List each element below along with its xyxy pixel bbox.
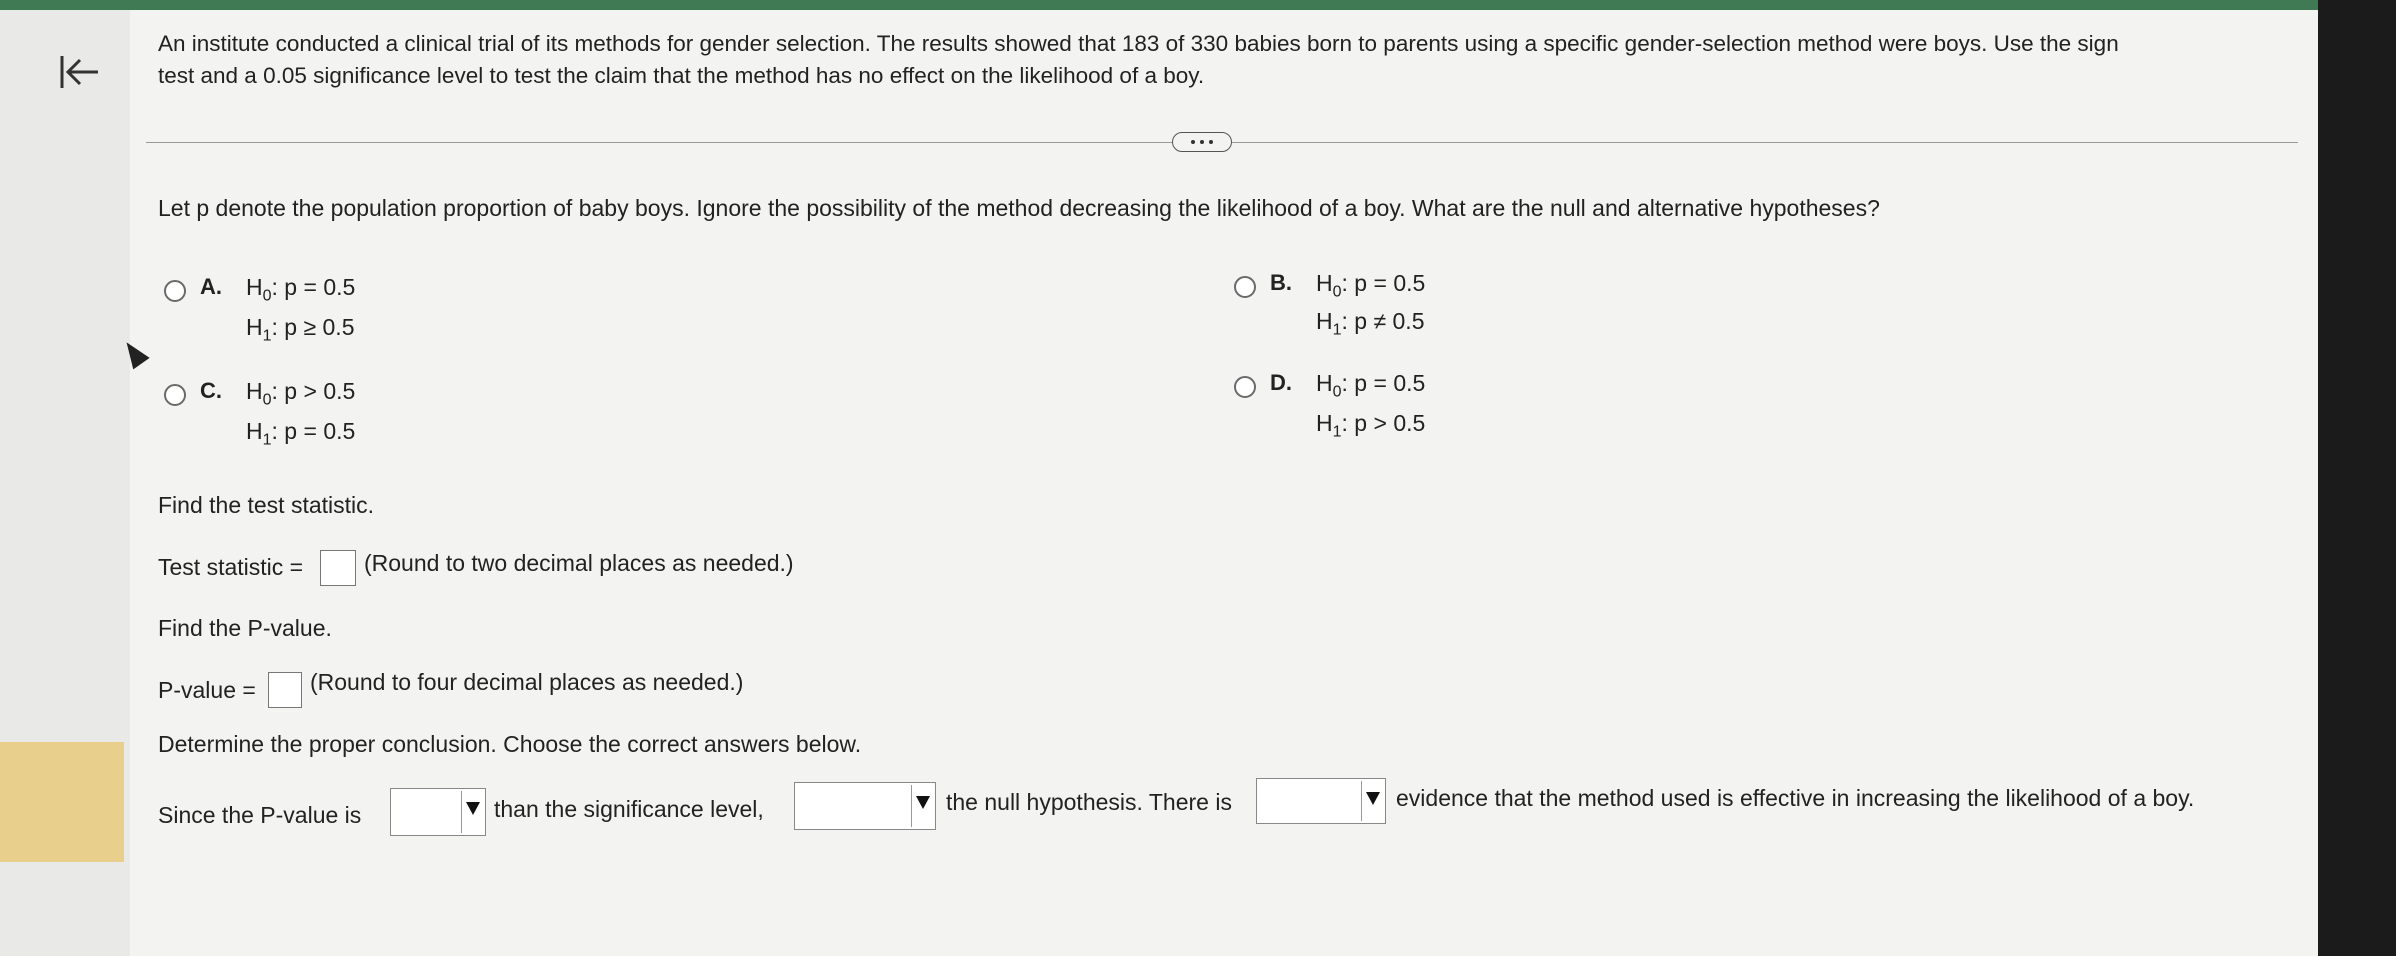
p-value-comparison-dropdown[interactable]	[390, 788, 486, 836]
option-d-h1: $H_1$: p > 0.5	[1316, 410, 1426, 441]
sidebar-highlight	[0, 742, 124, 862]
conclusion-text-1: Since the P-value is	[158, 802, 362, 828]
question-text-line2: test and a 0.05 significance level to test the claim that the method has no effect on the likelihood of a boy.	[158, 63, 1205, 88]
hypotheses-prompt: Let p denote the population proportion of baby boys. Ignore the possibility of the method decreasing the likelihood of a boy. What are the null and alternative hypotheses?	[158, 195, 1880, 221]
top-accent-bar	[0, 0, 2396, 10]
option-letter: A.	[200, 274, 222, 299]
dropdown-arrow-icon	[911, 785, 933, 827]
null-hypothesis-decision-dropdown[interactable]	[794, 782, 936, 830]
option-a-h0: $H_0$: p = 0.5	[246, 274, 356, 305]
option-c-radio[interactable]	[164, 384, 186, 406]
option-b-h1: $H_1$: p ≠ 0.5	[1316, 308, 1425, 339]
p-value-input[interactable]	[268, 672, 302, 708]
test-statistic-prompt: Find the test statistic.	[158, 492, 375, 518]
option-d-h0: $H_0$: p = 0.5	[1316, 370, 1426, 401]
conclusion-text-3: the null hypothesis. There is	[946, 789, 1232, 815]
option-b-radio[interactable]	[1234, 276, 1256, 298]
dropdown-arrow-icon	[461, 791, 483, 833]
option-d-radio[interactable]	[1234, 376, 1256, 398]
test-statistic-input[interactable]	[320, 550, 356, 586]
option-c-h1: $H_1$: p = 0.5	[246, 418, 356, 449]
p-value-label: P-value =	[158, 677, 256, 703]
more-dots-icon[interactable]	[1172, 132, 1232, 152]
test-statistic-hint: (Round to two decimal places as needed.)	[364, 550, 794, 576]
option-c-h0: $H_0$: p > 0.5	[246, 378, 356, 409]
conclusion-text-4: evidence that the method used is effective in increasing the likelihood of a boy.	[1396, 785, 2195, 811]
test-statistic-label: Test statistic =	[158, 554, 304, 580]
back-to-start-icon[interactable]	[54, 50, 104, 94]
option-letter: D.	[1270, 370, 1292, 395]
option-a-h1: $H_1$: p ≥ 0.5	[246, 314, 355, 345]
option-letter: B.	[1270, 270, 1292, 295]
option-letter: C.	[200, 378, 222, 403]
conclusion-text-2: than the significance level,	[494, 796, 764, 822]
option-b-h0: $H_0$: p = 0.5	[1316, 270, 1426, 301]
p-value-prompt: Find the P-value.	[158, 615, 332, 641]
question-text-line1: An institute conducted a clinical trial of its methods for gender selection. The results showed that 183 of 330 babies born to parents using a specific gender-selection method were boys. Use the sign	[158, 31, 2119, 56]
conclusion-prompt: Determine the proper conclusion. Choose the correct answers below.	[158, 731, 862, 757]
option-a-radio[interactable]	[164, 280, 186, 302]
p-value-hint: (Round to four decimal places as needed.)	[310, 669, 744, 695]
dropdown-arrow-icon	[1361, 781, 1383, 821]
window-edge	[2318, 0, 2396, 956]
evidence-dropdown[interactable]	[1256, 778, 1386, 824]
